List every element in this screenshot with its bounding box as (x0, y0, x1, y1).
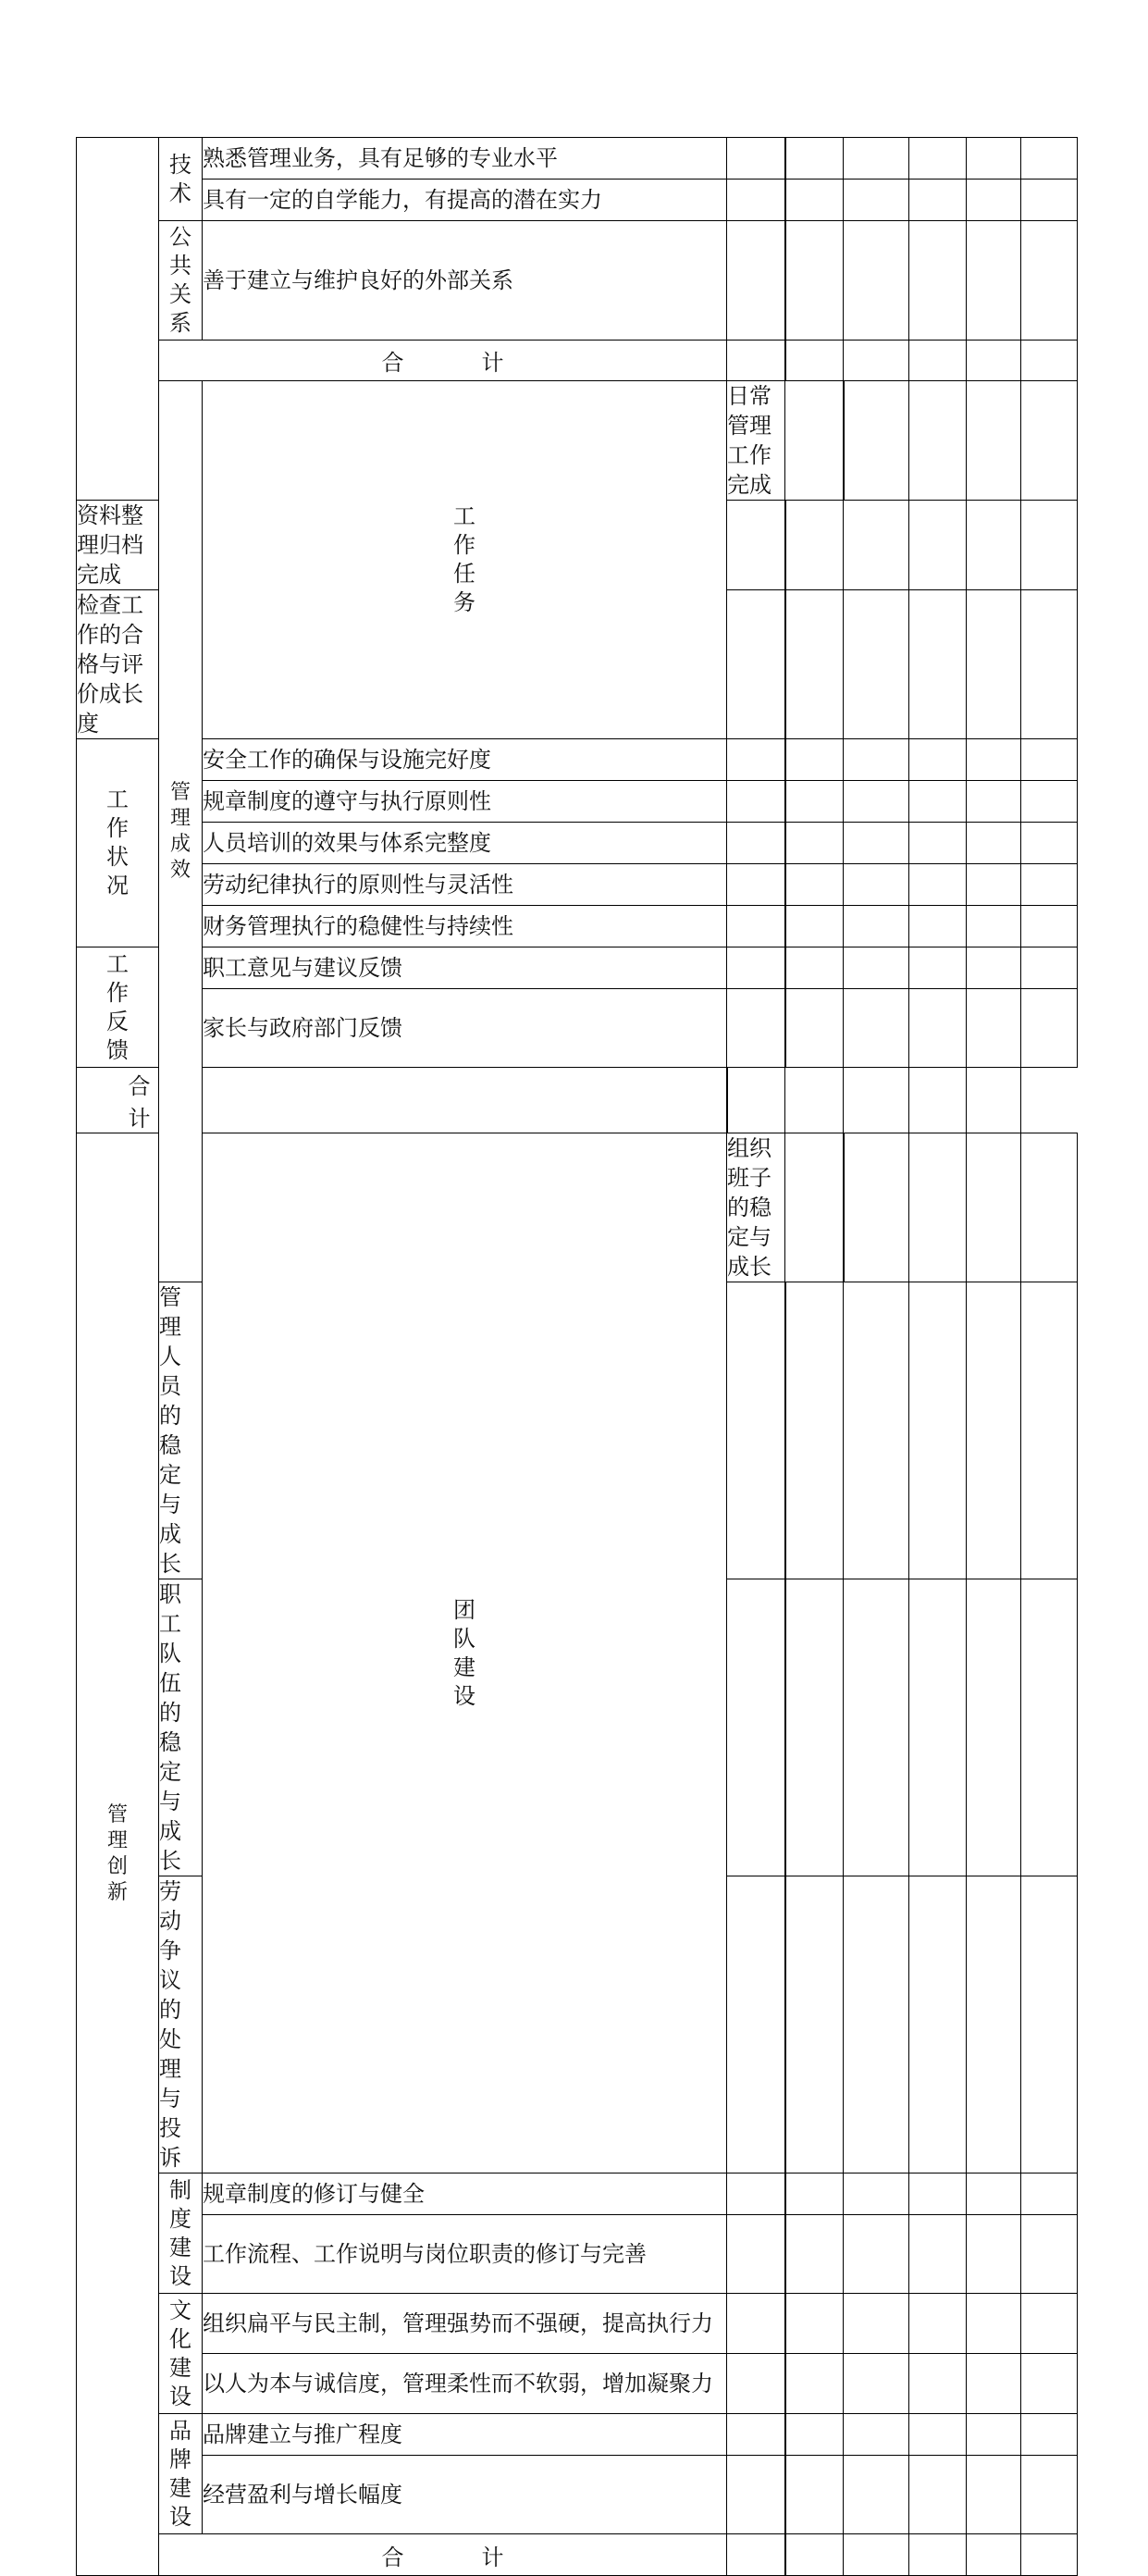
score-cell[interactable] (785, 501, 844, 590)
score-cell[interactable] (844, 180, 909, 221)
table-row (77, 138, 1078, 180)
table-row (77, 2414, 1078, 2456)
total-label: 合 计 (159, 2534, 727, 2576)
score-cell[interactable] (844, 590, 909, 739)
score-cell[interactable] (844, 2294, 909, 2354)
score-cell[interactable] (727, 2414, 785, 2456)
score-cell[interactable] (785, 1282, 844, 1579)
score-cell[interactable] (909, 823, 967, 864)
table-row (77, 180, 1078, 221)
group-label: 工作任务 (203, 381, 727, 739)
score-cell[interactable] (1021, 2174, 1078, 2215)
table-row (77, 2294, 1078, 2354)
score-cell[interactable] (1021, 1876, 1078, 2174)
criteria-item: 规章制度的修订与健全 (203, 2174, 727, 2215)
table-row (77, 1133, 1078, 1282)
score-cell[interactable] (727, 2174, 785, 2215)
score-cell[interactable] (1021, 1579, 1078, 1876)
score-cell[interactable] (785, 590, 844, 739)
score-cell[interactable] (1021, 501, 1078, 590)
table-row (77, 781, 1078, 823)
score-cell[interactable] (844, 2354, 909, 2414)
score-cell[interactable] (909, 2354, 967, 2414)
score-cell[interactable] (844, 1068, 909, 1133)
table-row (77, 989, 1078, 1068)
score-cell[interactable] (785, 2414, 844, 2456)
score-cell[interactable] (727, 906, 785, 947)
score-cell[interactable] (967, 2354, 1021, 2414)
score-cell[interactable] (909, 1282, 967, 1579)
score-cell[interactable] (727, 2354, 785, 2414)
criteria-item: 管理人员的稳定与成长 (159, 1282, 203, 1579)
score-cell[interactable] (1021, 221, 1078, 341)
table-row (77, 221, 1078, 341)
score-cell[interactable] (785, 138, 844, 180)
table-row (77, 381, 1078, 501)
table-row (77, 739, 1078, 781)
score-cell[interactable] (844, 381, 909, 501)
category-cell (77, 138, 159, 501)
score-cell[interactable] (844, 781, 909, 823)
criteria-item: 家长与政府部门反馈 (203, 989, 727, 1068)
score-cell[interactable] (785, 2354, 844, 2414)
score-cell[interactable] (844, 138, 909, 180)
table-row (77, 864, 1078, 906)
score-cell[interactable] (909, 2534, 967, 2576)
criteria-item: 具有一定的自学能力，有提高的潜在实力 (203, 180, 727, 221)
criteria-item: 经营盈利与增长幅度 (203, 2456, 727, 2534)
total-row (77, 2534, 1078, 2576)
category-cell: 管理创新 (77, 1133, 159, 2576)
criteria-item: 职工队伍的稳定与成长 (159, 1579, 203, 1876)
score-cell[interactable] (909, 989, 967, 1068)
score-cell[interactable] (967, 221, 1021, 341)
group-label: 公共关系 (159, 221, 203, 341)
score-cell[interactable] (967, 989, 1021, 1068)
score-cell[interactable] (1021, 180, 1078, 221)
score-cell[interactable] (1021, 381, 1078, 501)
score-cell[interactable] (1021, 590, 1078, 739)
score-cell[interactable] (727, 2534, 785, 2576)
score-cell[interactable] (967, 906, 1021, 947)
score-cell[interactable] (785, 2294, 844, 2354)
score-cell[interactable] (785, 1133, 844, 1282)
criteria-item: 熟悉管理业务，具有足够的专业水平 (203, 138, 727, 180)
table-row (77, 2456, 1078, 2534)
score-cell[interactable] (909, 590, 967, 739)
table-row (77, 823, 1078, 864)
score-cell[interactable] (1021, 864, 1078, 906)
score-cell[interactable] (844, 2534, 909, 2576)
score-cell[interactable] (909, 781, 967, 823)
score-cell[interactable] (967, 1579, 1021, 1876)
group-label: 制度建设 (159, 2174, 203, 2294)
score-cell[interactable] (727, 2456, 785, 2534)
score-cell[interactable] (844, 221, 909, 341)
score-cell[interactable] (727, 739, 785, 781)
score-cell[interactable] (909, 2414, 967, 2456)
score-cell[interactable] (909, 2174, 967, 2215)
score-cell[interactable] (785, 947, 844, 989)
score-cell[interactable] (1021, 1133, 1078, 1282)
criteria-item: 劳动争议的处理与投诉 (159, 1876, 203, 2174)
score-cell[interactable] (727, 501, 785, 590)
score-cell[interactable] (844, 906, 909, 947)
score-cell[interactable] (844, 501, 909, 590)
score-cell[interactable] (727, 989, 785, 1068)
score-cell[interactable] (909, 2215, 967, 2294)
criteria-item: 安全工作的确保与设施完好度 (203, 739, 727, 781)
criteria-item: 职工意见与建议反馈 (203, 947, 727, 989)
score-cell[interactable] (844, 1133, 909, 1282)
criteria-item: 组织班子的稳定与成长 (727, 1133, 785, 1282)
score-cell[interactable] (785, 2534, 844, 2576)
score-cell[interactable] (727, 823, 785, 864)
score-cell[interactable] (967, 1876, 1021, 2174)
score-cell[interactable] (909, 341, 967, 381)
criteria-item: 日常管理工作完成 (727, 381, 785, 501)
criteria-item: 品牌建立与推广程度 (203, 2414, 727, 2456)
score-cell[interactable] (1021, 2215, 1078, 2294)
score-cell[interactable] (967, 1068, 1021, 1133)
score-cell[interactable] (909, 1579, 967, 1876)
score-cell[interactable] (785, 864, 844, 906)
score-cell[interactable] (909, 381, 967, 501)
score-cell[interactable] (967, 2215, 1021, 2294)
score-cell[interactable] (967, 341, 1021, 381)
score-cell[interactable] (909, 1068, 967, 1133)
score-cell[interactable] (727, 1068, 785, 1133)
criteria-item: 劳动纪律执行的原则性与灵活性 (203, 864, 727, 906)
score-cell[interactable] (844, 989, 909, 1068)
score-cell[interactable] (1021, 989, 1078, 1068)
score-cell[interactable] (909, 906, 967, 947)
total-row (77, 1068, 1078, 1133)
score-cell[interactable] (909, 739, 967, 781)
score-cell[interactable] (785, 2215, 844, 2294)
table-row (77, 2174, 1078, 2215)
score-cell[interactable] (909, 180, 967, 221)
score-cell[interactable] (909, 501, 967, 590)
score-cell[interactable] (967, 2534, 1021, 2576)
score-cell[interactable] (1021, 2534, 1078, 2576)
score-cell[interactable] (844, 1282, 909, 1579)
score-cell[interactable] (967, 2294, 1021, 2354)
table-row (77, 2354, 1078, 2414)
table-row (77, 2215, 1078, 2294)
score-cell[interactable] (1021, 2414, 1078, 2456)
score-cell[interactable] (967, 1282, 1021, 1579)
score-cell[interactable] (844, 739, 909, 781)
criteria-item: 资料整理归档完成 (77, 501, 159, 590)
score-cell[interactable] (909, 947, 967, 989)
score-cell[interactable] (844, 2456, 909, 2534)
score-cell[interactable] (844, 2174, 909, 2215)
score-cell[interactable] (844, 341, 909, 381)
score-cell[interactable] (785, 381, 844, 501)
table-row (77, 906, 1078, 947)
score-cell[interactable] (1021, 341, 1078, 381)
score-cell[interactable] (785, 781, 844, 823)
score-cell[interactable] (967, 739, 1021, 781)
score-cell[interactable] (1021, 138, 1078, 180)
score-cell[interactable] (785, 180, 844, 221)
criteria-item: 规章制度的遵守与执行原则性 (203, 781, 727, 823)
group-label: 文化建设 (159, 2294, 203, 2414)
score-cell[interactable] (844, 1876, 909, 2174)
score-cell[interactable] (785, 2174, 844, 2215)
score-cell[interactable] (967, 2174, 1021, 2215)
score-cell[interactable] (967, 781, 1021, 823)
table-row (77, 947, 1078, 989)
score-cell[interactable] (909, 2456, 967, 2534)
evaluation-table (76, 137, 1078, 2576)
score-cell[interactable] (844, 947, 909, 989)
total-label: 合 计 (159, 341, 727, 381)
score-cell[interactable] (727, 1579, 785, 1876)
group-label: 品牌建设 (159, 2414, 203, 2534)
group-label: 团队建设 (203, 1133, 727, 2174)
score-cell[interactable] (785, 341, 844, 381)
score-cell[interactable] (967, 590, 1021, 739)
score-cell[interactable] (727, 2215, 785, 2294)
category-cell: 管理成效 (159, 381, 203, 1282)
score-cell[interactable] (909, 864, 967, 906)
criteria-item: 善于建立与维护良好的外部关系 (203, 221, 727, 341)
score-cell[interactable] (909, 2294, 967, 2354)
score-cell[interactable] (727, 138, 785, 180)
criteria-item: 工作流程、工作说明与岗位职责的修订与完善 (203, 2215, 727, 2294)
score-cell[interactable] (1021, 739, 1078, 781)
score-cell[interactable] (844, 2414, 909, 2456)
score-cell[interactable] (909, 138, 967, 180)
score-cell[interactable] (727, 180, 785, 221)
criteria-item: 组织扁平与民主制，管理强势而不强硬，提高执行力 (203, 2294, 727, 2354)
score-cell[interactable] (785, 739, 844, 781)
score-cell[interactable] (785, 1876, 844, 2174)
score-cell[interactable] (727, 590, 785, 739)
group-label: 工作反馈 (77, 947, 159, 1068)
score-cell[interactable] (967, 501, 1021, 590)
score-cell[interactable] (785, 221, 844, 341)
score-cell[interactable] (1021, 823, 1078, 864)
score-cell[interactable] (1021, 1282, 1078, 1579)
criteria-item: 以人为本与诚信度，管理柔性而不软弱，增加凝聚力 (203, 2354, 727, 2414)
score-cell[interactable] (785, 823, 844, 864)
score-cell[interactable] (967, 2414, 1021, 2456)
score-cell[interactable] (727, 1876, 785, 2174)
score-cell[interactable] (203, 1068, 727, 1133)
score-cell[interactable] (785, 2456, 844, 2534)
score-cell[interactable] (909, 1133, 967, 1282)
score-cell[interactable] (727, 221, 785, 341)
score-cell[interactable] (967, 180, 1021, 221)
score-cell[interactable] (727, 947, 785, 989)
score-cell[interactable] (1021, 2294, 1078, 2354)
score-cell[interactable] (727, 341, 785, 381)
score-cell[interactable] (844, 2215, 909, 2294)
criteria-item: 检查工作的合格与评价成长度 (77, 590, 159, 739)
total-label: 合计 (77, 1068, 203, 1133)
score-cell[interactable] (967, 1133, 1021, 1282)
score-cell[interactable] (844, 1579, 909, 1876)
score-cell[interactable] (967, 2456, 1021, 2534)
score-cell[interactable] (785, 1579, 844, 1876)
score-cell[interactable] (967, 138, 1021, 180)
score-cell[interactable] (727, 1282, 785, 1579)
score-cell[interactable] (1021, 906, 1078, 947)
group-label: 工作状况 (77, 739, 159, 947)
criteria-item: 人员培训的效果与体系完整度 (203, 823, 727, 864)
total-row (77, 341, 1078, 381)
score-cell[interactable] (844, 823, 909, 864)
score-cell[interactable] (785, 906, 844, 947)
score-cell[interactable] (967, 381, 1021, 501)
criteria-item: 财务管理执行的稳健性与持续性 (203, 906, 727, 947)
group-label: 技术 (159, 138, 203, 221)
score-cell[interactable] (909, 1876, 967, 2174)
score-cell[interactable] (785, 989, 844, 1068)
score-cell[interactable] (844, 864, 909, 906)
score-cell[interactable] (727, 781, 785, 823)
score-cell[interactable] (1021, 947, 1078, 989)
score-cell[interactable] (967, 947, 1021, 989)
score-cell[interactable] (727, 2294, 785, 2354)
score-cell[interactable] (967, 823, 1021, 864)
score-cell[interactable] (727, 864, 785, 906)
score-cell[interactable] (1021, 781, 1078, 823)
score-cell[interactable] (967, 864, 1021, 906)
score-cell[interactable] (785, 1068, 844, 1133)
score-cell[interactable] (909, 221, 967, 341)
score-cell[interactable] (1021, 2456, 1078, 2534)
score-cell[interactable] (1021, 2354, 1078, 2414)
